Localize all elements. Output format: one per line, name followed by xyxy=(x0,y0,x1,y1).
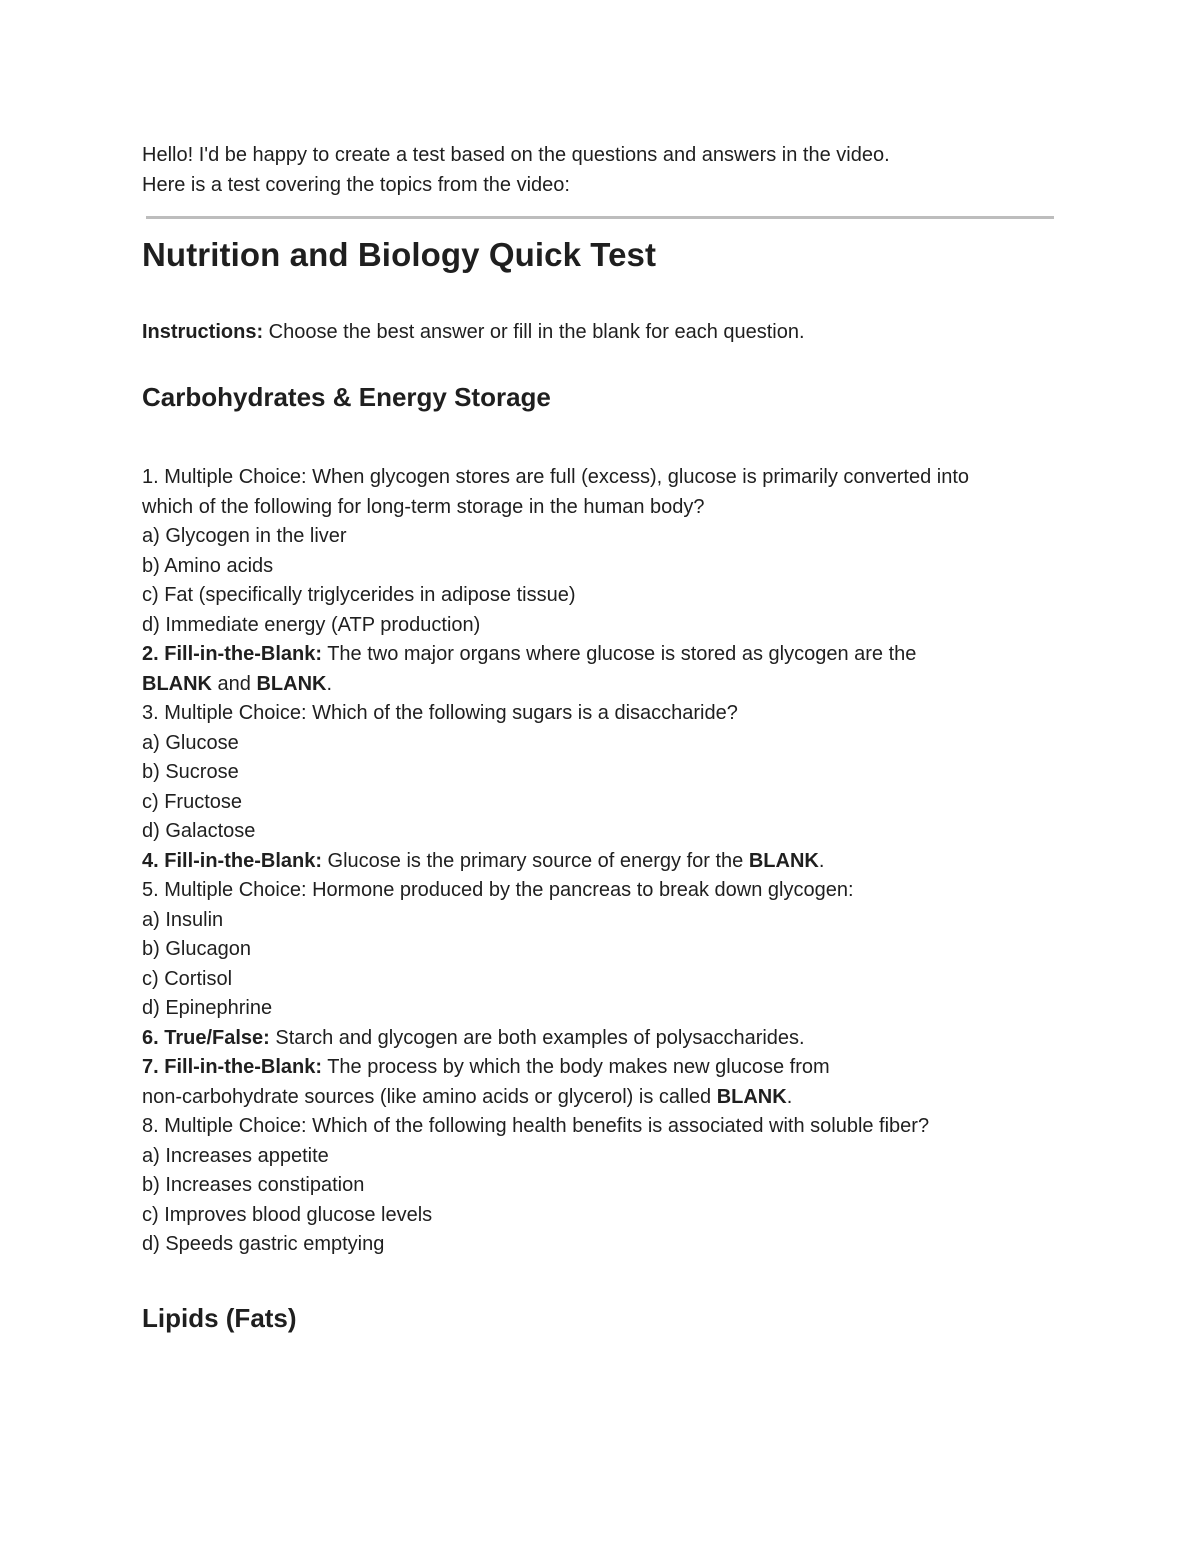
q6-label: 6. True/False: xyxy=(142,1026,270,1049)
section-heading-lipids: Lipids (Fats) xyxy=(142,1302,297,1333)
intro-line-1: Hello! I'd be happy to create a test based on the questions and answers in the video. xyxy=(142,144,890,166)
q1-option-b: b) Amino acids xyxy=(142,554,274,577)
q3-option-b: b) Sucrose xyxy=(142,761,239,783)
q2-blank-2: BLANK xyxy=(256,672,327,695)
q1-option-c: c) Fat (specifically triglycerides in adipose tissue) xyxy=(142,584,576,606)
q3-text: 3. Multiple Choice: Which of the following sugars is a disaccharide? xyxy=(142,702,738,724)
q4-label: 4. Fill-in-the-Blank: xyxy=(142,849,322,872)
q8-text: 8. Multiple Choice: Which of the following health benefits is associated with soluble fiber? xyxy=(142,1115,930,1137)
q4-end: . xyxy=(818,849,825,872)
q4-text xyxy=(142,847,1054,877)
q7-end: . xyxy=(786,1085,793,1108)
q1-option-d: d) Immediate energy (ATP production) xyxy=(142,613,481,636)
page-title: Nutrition and Biology Quick Test xyxy=(142,236,657,273)
q3-option-c: c) Fructose xyxy=(142,790,243,813)
q6-body: Starch and glycogen are both examples of polysaccharides. xyxy=(269,1026,805,1049)
q2-text: The two major organs where glucose is stored as glycogen are the xyxy=(322,643,917,665)
q7-body-2: non-carbohydrate sources (like amino acids or glycerol) is called xyxy=(142,1085,717,1108)
q2-blank-1: BLANK xyxy=(142,672,212,695)
q2-end: . xyxy=(326,672,333,695)
section-heading-carbohydrates: Carbohydrates & Energy Storage xyxy=(142,382,551,412)
q8-option-c: c) Improves blood glucose levels xyxy=(142,1203,433,1226)
q5-text: 5. Multiple Choice: Hormone produced by the pancreas to break down glycogen: xyxy=(142,879,854,901)
horizontal-divider xyxy=(146,216,1054,219)
q8-option-d: d) Speeds gastric emptying xyxy=(142,1233,385,1255)
instructions-label: Instructions: xyxy=(142,321,264,343)
intro-line-2: Here is a test covering the topics from the video: xyxy=(142,174,570,196)
q1-text-line-2: which of the following for long-term storage in the human body? xyxy=(142,495,705,518)
q2-text-line-2 xyxy=(142,670,1054,700)
q7-blank: BLANK xyxy=(716,1085,787,1108)
instructions xyxy=(142,317,1054,347)
intro xyxy=(142,140,1054,200)
q6-text xyxy=(142,1024,1054,1054)
document-page xyxy=(142,140,1054,1336)
q1-text-line-1: 1. Multiple Choice: When glycogen stores are full (excess), glucose is primarily converted into xyxy=(142,466,970,488)
q7-text-line-2 xyxy=(142,1083,1054,1113)
q8-option-b: b) Increases constipation xyxy=(142,1174,365,1196)
instructions-text: Choose the best answer or fill in the blank for each question. xyxy=(263,321,805,343)
q7-text-line-1 xyxy=(142,1053,1054,1083)
q2-and: and xyxy=(212,672,257,695)
q2-label: 2. Fill-in-the-Blank: xyxy=(142,643,322,665)
q5-option-d: d) Epinephrine xyxy=(142,997,273,1019)
q5-option-b: b) Glucagon xyxy=(142,938,251,960)
question-list xyxy=(142,463,1054,1260)
q7-label: 7. Fill-in-the-Blank: xyxy=(142,1056,322,1078)
q7-body-1: The process by which the body makes new glucose from xyxy=(322,1056,830,1078)
q8-option-a: a) Increases appetite xyxy=(142,1144,329,1167)
q1-option-a: a) Glycogen in the liver xyxy=(142,525,347,547)
q5-option-a: a) Insulin xyxy=(142,908,224,931)
q3-option-a: a) Glucose xyxy=(142,731,239,754)
q3-option-d: d) Galactose xyxy=(142,820,256,842)
q4-blank: BLANK xyxy=(748,849,819,872)
q4-body: Glucose is the primary source of energy for the xyxy=(322,849,749,872)
q2-text-line-1 xyxy=(142,640,1054,670)
q5-option-c: c) Cortisol xyxy=(142,967,233,990)
